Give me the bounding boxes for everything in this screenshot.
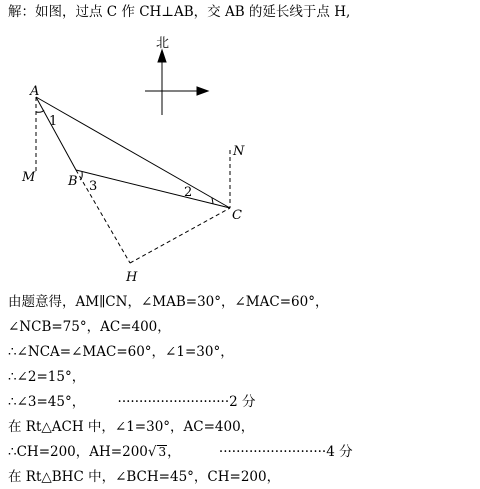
solution-line-nca: ∴∠NCA=∠MAC=60°，∠1=30°， [8,344,234,360]
point-c-label: C [232,208,242,223]
point-h-label: H [126,270,138,285]
east-arrow-icon [197,87,208,95]
score-mark-2: ··························2 分 [117,394,256,410]
solution-line-rt-bhc: 在 Rt△BHC 中，∠BCH=45°，CH=200， [8,469,281,485]
score-mark-4: ·························4 分 [218,444,353,460]
solution-line-given: 由题意得，AM∥CN，∠MAB=30°，∠MAC=60°， [8,294,329,310]
sqrt-radicand: 3 [158,445,167,459]
solution-line-angle3 [8,393,255,411]
ch-text: ∴CH=200，AH=200 [8,444,148,460]
sqrt-icon: √ [147,444,157,460]
segment-bc [76,170,230,208]
comma-after-sqrt: ， [167,444,181,460]
solution-line-ch [8,443,353,461]
angle-1-label: 1 [49,114,58,129]
north-arrow-icon [158,50,166,62]
solution-line-given-2: ∠NCB=75°，AC=400， [8,319,171,335]
point-m-label: M [22,170,36,185]
solution-line-rt-ach: 在 Rt△ACH 中，∠1=30°，AC=400， [8,419,255,435]
segment-hc [130,208,230,263]
angle3-text: ∴∠3=45°， [8,394,86,410]
north-label: 北 [156,36,170,51]
compass [145,50,208,115]
dashed-lines [36,97,230,263]
segment-bh [76,170,130,263]
point-n-label: N [233,144,245,159]
triangle-abc [36,97,230,208]
point-a-label: A [30,84,40,99]
solution-line-angle2: ∴∠2=15°， [8,369,86,385]
angle-3-label: 3 [89,179,98,194]
point-b-label: B [68,174,78,189]
segment-ac [36,97,230,208]
angle-2-label: 2 [184,185,193,200]
solution-line-intro: 解：如图，过点 C 作 CH⊥AB，交 AB 的延长线于点 H, [8,4,351,20]
angle-3-arc [80,172,82,180]
